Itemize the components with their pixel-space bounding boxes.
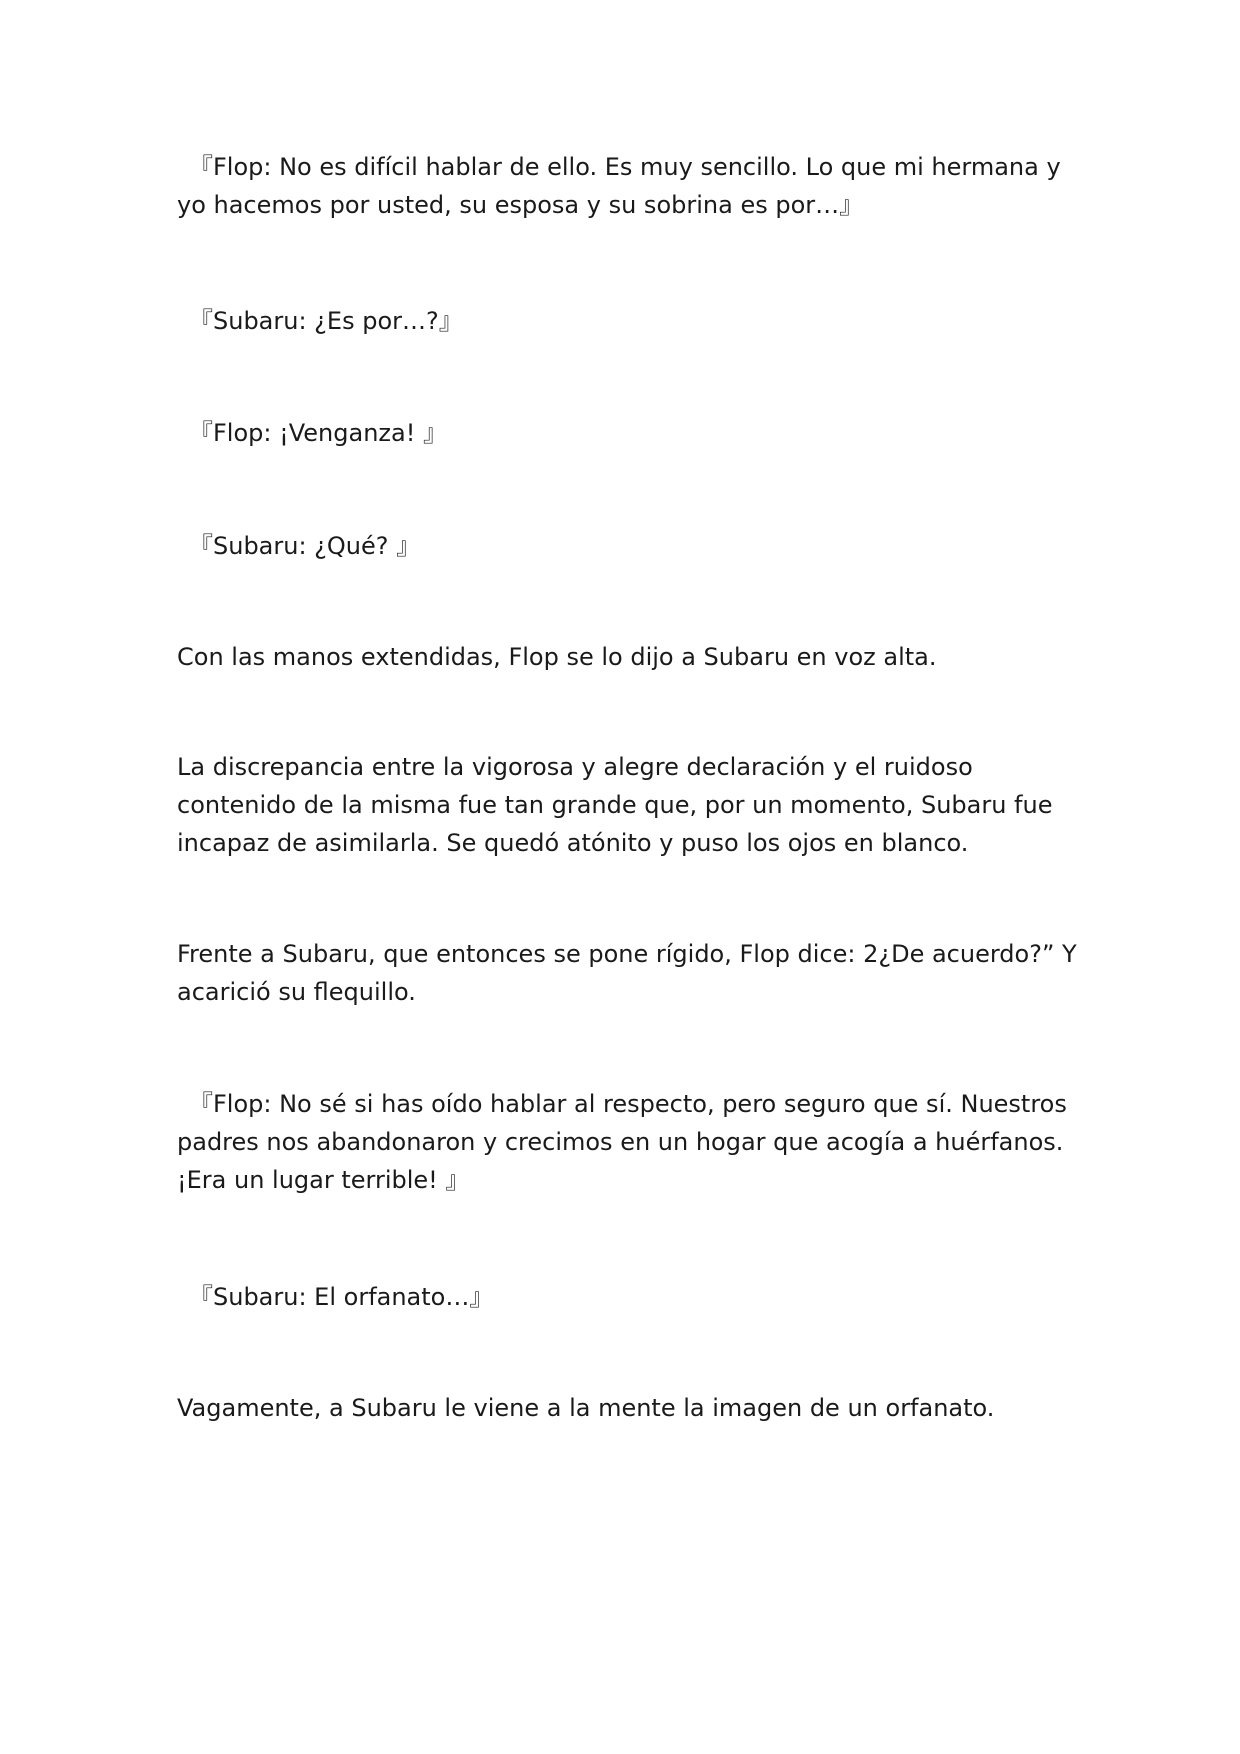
narration-paragraph-4: Vagamente, a Subaru le viene a la mente la imagen de un orfanato.: [177, 1394, 995, 1422]
narration-paragraph-1: Con las manos extendidas, Flop se lo dijo a Subaru en voz alta.: [177, 643, 937, 671]
dialogue-flop-2: 『Flop: ¡Venganza! 』: [189, 419, 447, 447]
dialogue-flop-3: 『Flop: No sé si has oído hablar al respecto, pero seguro que sí. Nuestros padres nos abandonaron y crecimos en un hogar que acogía a huérfanos. ¡Era un lugar terrible! 』: [177, 1090, 1067, 1194]
dialogue-subaru-1: 『Subaru: ¿Es por…?』: [189, 307, 463, 335]
dialogue-subaru-2: 『Subaru: ¿Qué? 』: [189, 532, 421, 560]
narration-paragraph-2: La discrepancia entre la vigorosa y alegre declaración y el ruidoso contenido de la misma fue tan grande que, por un momento, Subaru fue incapaz de asimilarla. Se quedó atónito y puso los ojos en blanco.: [177, 753, 1053, 857]
narration-paragraph-3: Frente a Subaru, que entonces se pone rígido, Flop dice: 2¿De acuerdo?” Y acarició su flequillo.: [177, 940, 1077, 1006]
dialogue-subaru-3: 『Subaru: El orfanato…』: [189, 1283, 494, 1311]
dialogue-flop-1: 『Flop: No es difícil hablar de ello. Es muy sencillo. Lo que mi hermana y yo hacemos por usted, su esposa y su sobrina es por…』: [177, 153, 1061, 219]
